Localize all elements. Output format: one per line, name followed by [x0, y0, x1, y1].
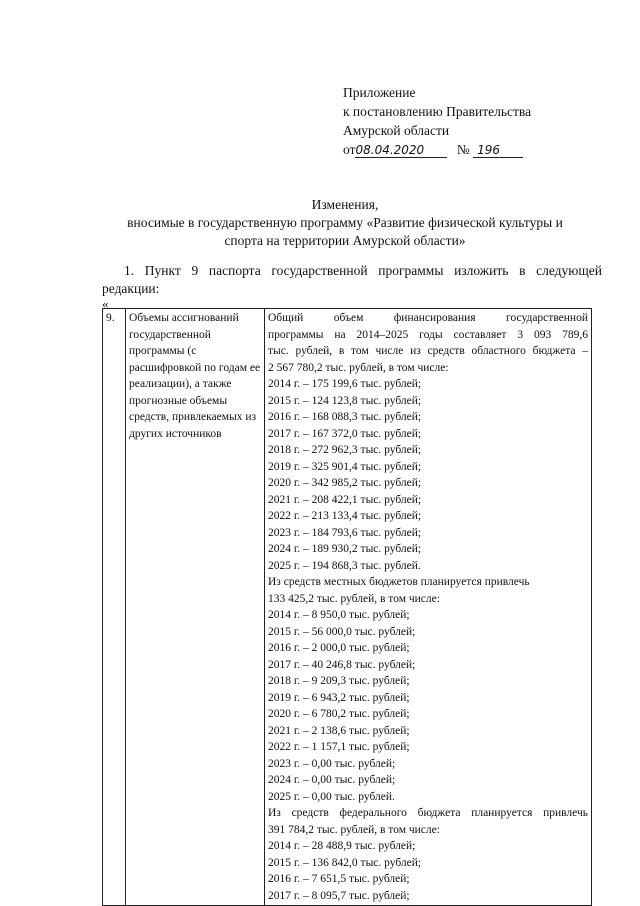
- value-line: 2018 г. – 272 962,3 тыс. рублей;: [268, 444, 422, 456]
- value-line: 2021 г. – 208 422,1 тыс. рублей;: [268, 493, 422, 506]
- value-line: 2017 г. – 8 095,7 тыс. рублей;: [268, 889, 410, 902]
- value-line: 2023 г. – 0,00 тыс. рублей;: [268, 757, 396, 770]
- instruction-paragraph: 1. Пункт 9 паспорта государственной программы изложить в следующей редакции:: [102, 263, 602, 296]
- value-line: 133 425,2 тыс. рублей, в том числе:: [268, 592, 440, 605]
- value-line: 2021 г. – 2 138,6 тыс. рублей;: [268, 724, 410, 737]
- title-line-1: Изменения,: [311, 197, 379, 212]
- value-line: 2023 г. – 184 793,6 тыс. рублей;: [268, 526, 422, 539]
- value-line: программы на 2014–2025 годы составляет 3 093 789,6: [268, 328, 588, 341]
- number-value: 196: [473, 143, 523, 158]
- value-line: 2015 г. – 124 123,8 тыс. рублей;: [268, 394, 422, 407]
- date-value: 08.04.2020: [355, 143, 447, 158]
- value-line: Из средств федерального бюджета планируется привлечь: [268, 807, 588, 819]
- value-line: 2017 г. – 167 372,0 тыс. рублей;: [268, 427, 422, 440]
- title-line-2: вносимые в государственную программу «Развитие физической культуры и: [127, 215, 563, 230]
- appendix-region: Амурской области: [343, 123, 450, 138]
- appendix-date-number: [343, 140, 531, 159]
- value-lines: [268, 310, 588, 904]
- number-prefix: №: [456, 142, 470, 157]
- title-line-3: спорта на территории Амурской области»: [224, 233, 466, 248]
- value-line: 2019 г. – 6 943,2 тыс. рублей;: [268, 691, 410, 704]
- value-line: 2019 г. – 325 901,4 тыс. рублей;: [268, 460, 422, 473]
- value-line: 2016 г. – 7 651,5 тыс. рублей;: [268, 873, 410, 885]
- value-line: 2018 г. – 9 209,3 тыс. рублей;: [268, 675, 410, 687]
- value-line: тыс. рублей, в том числе из средств областного бюджета –: [268, 345, 588, 357]
- row-value: [265, 309, 592, 906]
- value-line: 2014 г. – 8 950,0 тыс. рублей;: [268, 609, 410, 621]
- value-line: 2014 г. – 28 488,9 тыс. рублей;: [268, 840, 416, 852]
- appendix-header: [343, 83, 531, 159]
- appendix-decree: к постановлению Правительства: [343, 104, 532, 119]
- value-line: 2024 г. – 189 930,2 тыс. рублей;: [268, 543, 422, 555]
- date-prefix: от: [343, 142, 356, 157]
- value-line: 2016 г. – 2 000,0 тыс. рублей;: [268, 642, 410, 654]
- value-line: 2014 г. – 175 199,6 тыс. рублей;: [268, 378, 422, 390]
- row-name: Объемы ассигнований государственной программы (с расшифровкой по годам ее реализации), а также прогнозные объемы средств, привлекаемых из других источников: [126, 309, 265, 906]
- table-row: [103, 309, 592, 906]
- value-line: 2025 г. – 0,00 тыс. рублей.: [268, 790, 395, 803]
- passport-table: [102, 308, 592, 906]
- appendix-title: Приложение: [343, 85, 416, 100]
- value-line: 2022 г. – 1 157,1 тыс. рублей;: [268, 741, 410, 753]
- value-line: 2 567 780,2 тыс. рублей, в том числе:: [268, 361, 449, 374]
- document-title: [90, 196, 600, 250]
- opening-quote: «: [102, 296, 109, 311]
- value-line: 2015 г. – 56 000,0 тыс. рублей;: [268, 625, 416, 638]
- value-line: 2020 г. – 342 985,2 тыс. рублей;: [268, 477, 422, 489]
- value-line: 2017 г. – 40 246,8 тыс. рублей;: [268, 658, 416, 671]
- value-line: 2016 г. – 168 088,3 тыс. рублей;: [268, 411, 422, 423]
- value-line: 391 784,2 тыс. рублей, в том числе:: [268, 823, 440, 836]
- value-line: 2020 г. – 6 780,2 тыс. рублей;: [268, 708, 410, 720]
- value-line: Общий объем финансирования государственной: [268, 312, 588, 324]
- value-line: 2022 г. – 213 133,4 тыс. рублей;: [268, 510, 422, 522]
- value-line: 2025 г. – 194 868,3 тыс. рублей.: [268, 559, 421, 572]
- row-number: 9.: [103, 309, 126, 906]
- value-line: Из средств местных бюджетов планируется привлечь: [268, 576, 530, 588]
- value-line: 2024 г. – 0,00 тыс. рублей;: [268, 774, 396, 786]
- value-line: 2015 г. – 136 842,0 тыс. рублей;: [268, 856, 422, 869]
